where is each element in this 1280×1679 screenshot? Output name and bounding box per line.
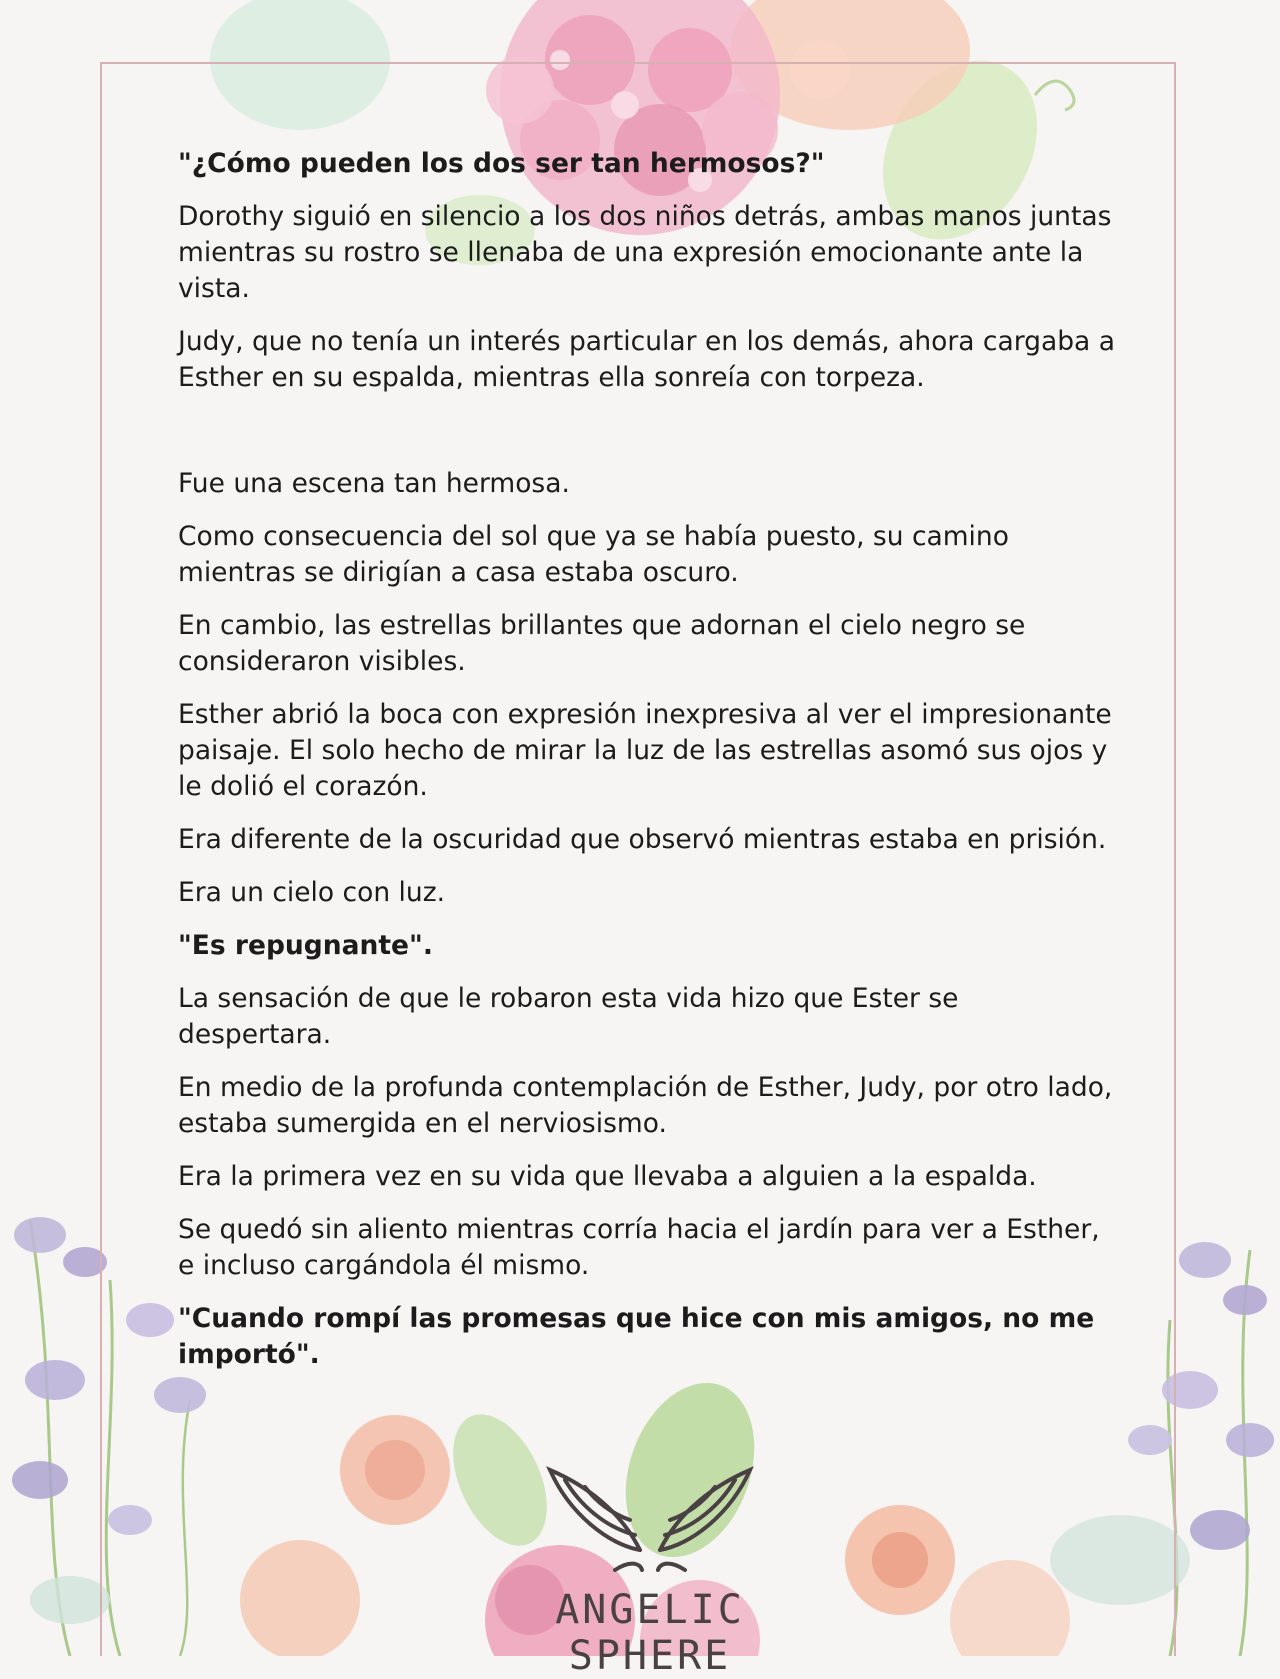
paragraph: "Cuando rompí las promesas que hice con mis amigos, no me importó". [178, 1303, 1095, 1370]
paragraph: Era diferente de la oscuridad que observó mientras estaba en prisión. [178, 824, 1107, 855]
paragraph: La sensación de que le robaron esta vida hizo que Ester se despertara. [178, 983, 959, 1050]
paragraph: Esther abrió la boca con expresión inexpresiva al ver el impresionante paisaje. El solo hecho de mirar la luz de las estrellas asomó sus ojos y le dolió el corazón. [178, 699, 1112, 802]
angel-wings-logo-icon [500, 1455, 800, 1585]
paragraph: Fue una escena tan hermosa. [178, 468, 570, 499]
paragraph: Se quedó sin aliento mientras corría hacia el jardín para ver a Esther, e incluso cargándola él mismo. [178, 1214, 1100, 1281]
paragraph: Como consecuencia del sol que ya se había puesto, su camino mientras se dirigían a casa estaba oscuro. [178, 521, 1009, 588]
paragraph: Era un cielo con luz. [178, 877, 446, 908]
story-text [178, 146, 1118, 1390]
paragraph: Era la primera vez en su vida que llevaba a alguien a la espalda. [178, 1161, 1037, 1192]
angelic-sphere-logo [500, 1455, 800, 1679]
paragraph: "¿Cómo pueden los dos ser tan hermosos?" [178, 148, 825, 179]
paragraph: Judy, que no tenía un interés particular en los demás, ahora cargaba a Esther en su espalda, mientras ella sonreía con torpeza. [178, 326, 1115, 393]
paragraph: "Es repugnante". [178, 930, 433, 961]
logo-text: ANGELIC SPHERE [555, 1587, 745, 1679]
paragraph-spacer [178, 413, 1118, 466]
paragraph: En cambio, las estrellas brillantes que adornan el cielo negro se consideraron visibles. [178, 610, 1026, 677]
paragraph: En medio de la profunda contemplación de Esther, Judy, por otro lado, estaba sumergida en el nerviosismo. [178, 1072, 1113, 1139]
paragraph: Dorothy siguió en silencio a los dos niños detrás, ambas manos juntas mientras su rostro se llenaba de una expresión emocionante ante la vista. [178, 201, 1112, 304]
